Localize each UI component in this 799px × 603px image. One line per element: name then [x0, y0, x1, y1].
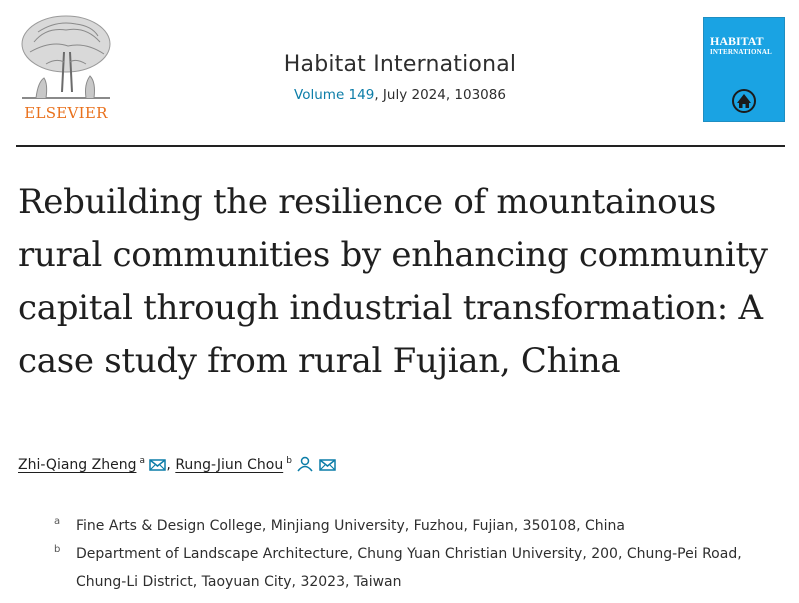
- journal-issue-info: [180, 87, 620, 103]
- author-link-zheng[interactable]: Zhi-Qiang Zheng: [18, 457, 137, 473]
- elsevier-wordmark: ELSEVIER: [24, 104, 108, 122]
- author-separator: ,: [166, 457, 171, 473]
- author-link-chou[interactable]: Rung-Jiun Chou: [175, 457, 284, 473]
- affiliation-text: Fine Arts & Design College, Minjiang University, Fuzhou, Fujian, 350108, China: [76, 518, 625, 534]
- elsevier-tree-logo: [16, 12, 116, 102]
- mail-icon[interactable]: [149, 458, 166, 476]
- cover-title: HABITAT: [710, 34, 764, 48]
- issue-date-article-number: , July 2024, 103086: [374, 87, 506, 103]
- article-title: Rebuilding the resilience of mountainous rural communities by enhancing community capital through industrial transformation: A case study from rural Fujian, China: [18, 182, 768, 381]
- volume-link[interactable]: Volume 149: [294, 87, 375, 103]
- cover-subtitle: INTERNATIONAL: [710, 48, 772, 56]
- header-divider: [16, 145, 785, 147]
- affiliation-list: [54, 512, 774, 596]
- affiliation-item: [54, 540, 774, 596]
- affiliation-label: b: [54, 544, 61, 555]
- elsevier-logo[interactable]: [16, 12, 116, 124]
- journal-header: [180, 52, 620, 103]
- affiliation-label: a: [54, 516, 61, 527]
- journal-cover[interactable]: [703, 17, 785, 122]
- author-affiliation-sup: b: [286, 456, 292, 467]
- journal-title[interactable]: Habitat International: [283, 52, 517, 77]
- cover-emblem-icon: [731, 88, 757, 114]
- author-affiliation-sup: a: [139, 456, 145, 467]
- person-icon[interactable]: [296, 456, 314, 476]
- author-list: [18, 456, 336, 476]
- mail-icon[interactable]: [319, 458, 336, 476]
- affiliation-text: Department of Landscape Architecture, Chung Yuan Christian University, 200, Chung-Pei Road, Chung-Li District, Taoyuan City, 32023, Taiwan: [76, 546, 742, 590]
- affiliation-item: [54, 512, 774, 540]
